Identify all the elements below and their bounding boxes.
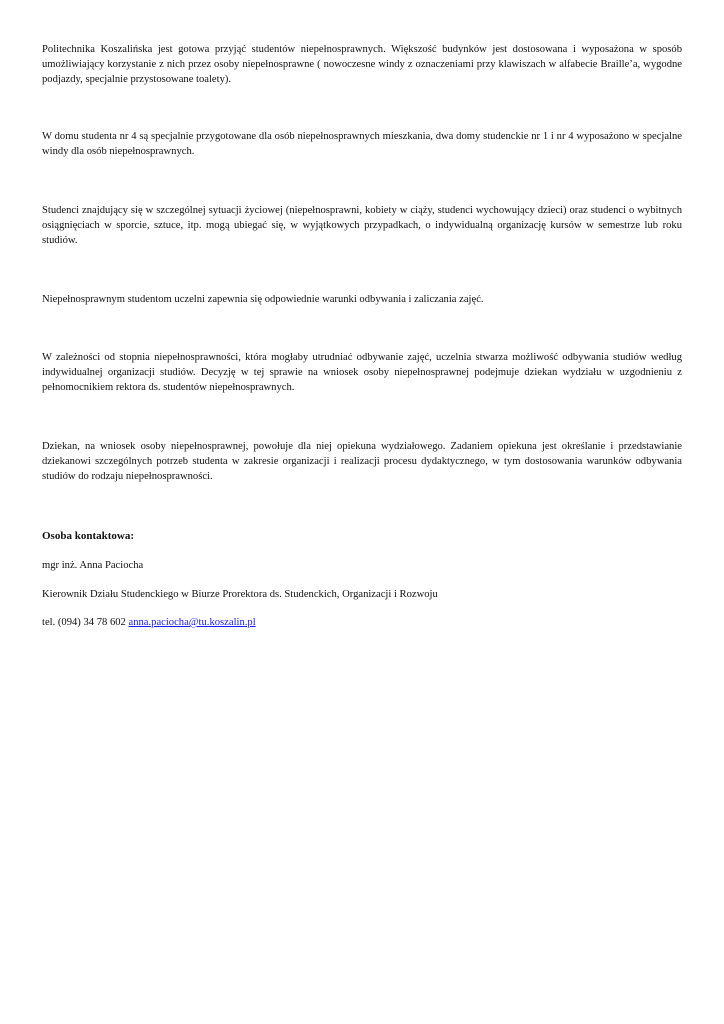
contact-email-link[interactable]: anna.paciocha@tu.koszalin.pl bbox=[128, 617, 256, 628]
paragraph-special-situation: Studenci znajdujący się w szczególnej sytuacji życiowej (niepełnosprawni, kobiety w ciąży, studenci wychowujący dzieci) oraz studenci o wybitnych osiągnięciach w sporcie, sztuce, itp. mogą ubiegać się, w wyjątkowych przypadkach, o indywidualną organizację kursów w semestrze lub roku studiów. bbox=[42, 205, 682, 246]
contact-name: mgr inż. Anna Paciocha bbox=[42, 560, 144, 571]
paragraph-dormitories: W domu studenta nr 4 są specjalnie przygotowane dla osób niepełnosprawnych mieszkania, dwa domy studenckie nr 1 i nr 4 wyposażono w specjalne windy dla osób niepełnosprawnych. bbox=[42, 131, 682, 157]
paragraph-individual-organization: W zależności od stopnia niepełnosprawności, która mogłaby utrudniać odbywanie zajęć, uczelnia stwarza możliwość odbywania studiów według indywidualnej organizacji studiów. Decyzję w tej sprawie na wniosek osoby niepełnosprawnej podejmuje dziekan wydziału w uzgodnieniu z pełnomocnikiem rektora ds. studentów niepełnosprawnych. bbox=[42, 352, 682, 393]
paragraph-accessibility-buildings: Politechnika Koszalińska jest gotowa przyjąć studentów niepełnosprawnych. Większość budynków jest dostosowana i wyposażona w sposób umożliwiający korzystanie z nich przez osoby niepełnosprawne ( nowoczesne windy z oznaczeniami przy klawiszach w alfabecie Braille’a, wygodne podjazdy, specjalnie przystosowane toalety). bbox=[42, 44, 682, 85]
paragraph-conditions: Niepełnosprawnym studentom uczelni zapewnia się odpowiednie warunki odbywania i zaliczania zajęć. bbox=[42, 294, 484, 305]
contact-position: Kierownik Działu Studenckiego w Biurze Prorektora ds. Studenckich, Organizacji i Rozwoju bbox=[42, 589, 438, 600]
paragraph-faculty-tutor: Dziekan, na wniosek osoby niepełnosprawnej, powołuje dla niej opiekuna wydziałowego. Zadaniem opiekuna jest określanie i przedstawianie dziekanowi szczególnych potrzeb studenta w zakresie organizacji i realizacji procesu dydaktycznego, w tym dostosowania warunków odbywania studiów do rodzaju niepełnosprawności. bbox=[42, 441, 682, 482]
contact-heading: Osoba kontaktowa: bbox=[42, 530, 134, 542]
contact-line bbox=[42, 615, 256, 630]
contact-phone: tel. (094) 34 78 602 bbox=[42, 617, 126, 628]
